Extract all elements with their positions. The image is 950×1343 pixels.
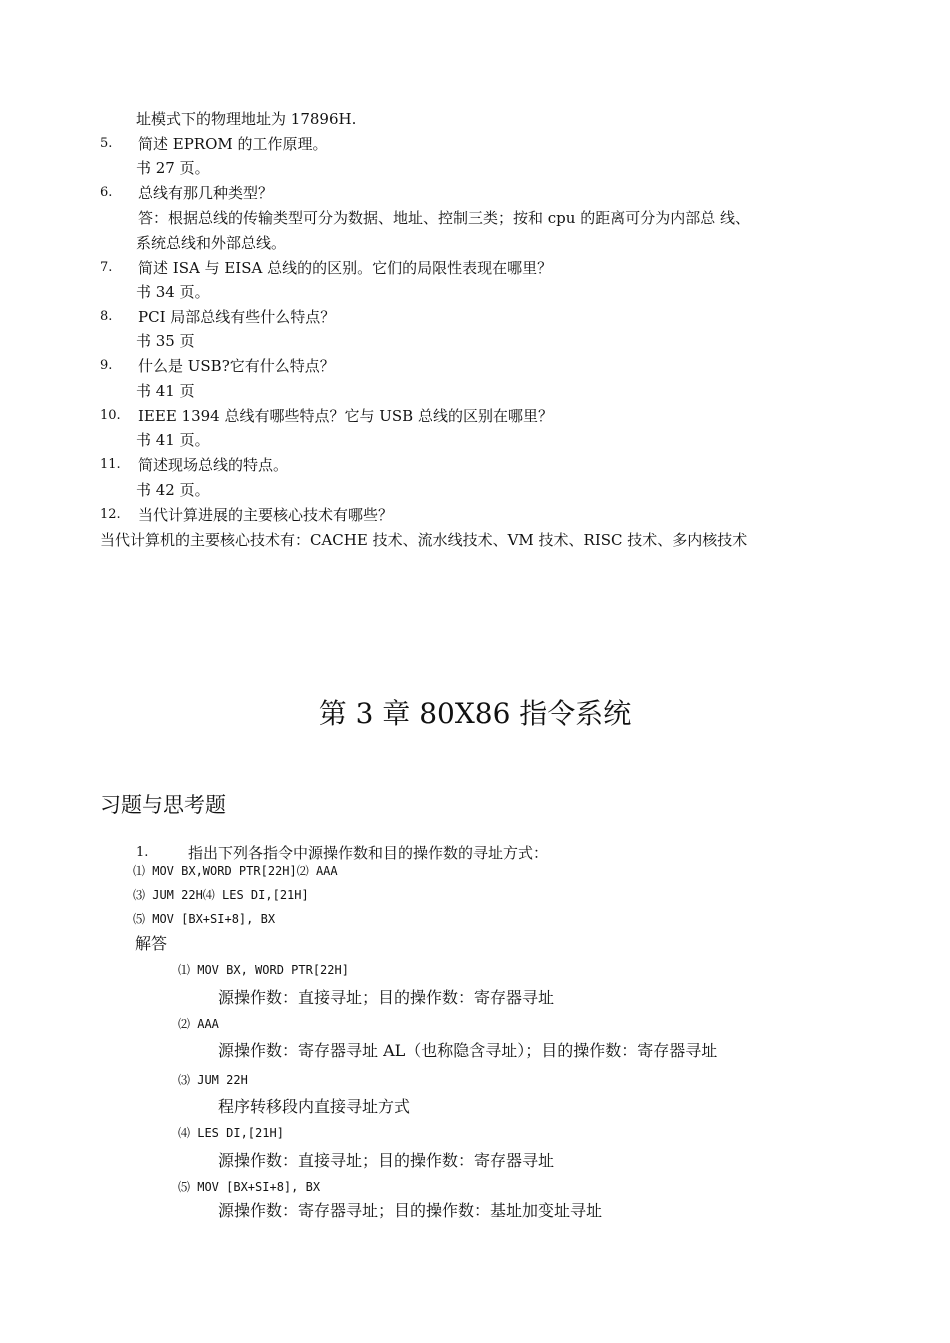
instruction-answer: 源操作数：直接寻址；目的操作数：寄存器寻址 bbox=[218, 1151, 555, 1170]
question-number: 6. bbox=[100, 185, 113, 200]
section-heading: 习题与思考题 bbox=[100, 793, 226, 817]
question-number: 1. bbox=[136, 845, 149, 860]
question-10: IEEE 1394 总线有哪些特点？它与 USB 总线的区别在哪里？ bbox=[138, 407, 553, 425]
answer-8: 书 35 页 bbox=[136, 332, 195, 350]
answer-5: 书 27 页。 bbox=[136, 159, 210, 177]
question-number: 11. bbox=[100, 457, 121, 472]
instruction-list-line: ⑴ MOV BX,WORD PTR[22H]⑵ AAA bbox=[133, 864, 338, 878]
question-7: 简述 ISA 与 EISA 总线的的区别。它们的局限性表现在哪里？ bbox=[138, 259, 553, 277]
question-11: 简述现场总线的特点。 bbox=[138, 456, 289, 474]
exercise-question: 指出下列各指令中源操作数和目的操作数的寻址方式： bbox=[188, 844, 549, 862]
question-number: 8. bbox=[100, 309, 113, 324]
instruction-answer: 源操作数：寄存器寻址 AL（也称隐含寻址）；目的操作数：寄存器寻址 bbox=[218, 1041, 718, 1060]
instruction-list-line: ⑶ JUM 22H⑷ LES DI,[21H] bbox=[133, 888, 309, 902]
instruction-list-line: ⑸ MOV [BX+SI+8], BX bbox=[133, 912, 276, 926]
question-12: 当代计算进展的主要核心技术有哪些？ bbox=[138, 506, 394, 524]
question-number: 5. bbox=[100, 136, 113, 151]
question-number: 7. bbox=[100, 260, 113, 275]
question-9: 什么是 USB?它有什么特点？ bbox=[138, 357, 335, 375]
answer-7: 书 34 页。 bbox=[136, 283, 210, 301]
instruction-item: ⑷ LES DI,[21H] bbox=[178, 1126, 284, 1140]
answer-9: 书 41 页 bbox=[136, 382, 195, 400]
answer-12: 当代计算机的主要核心技术有：CACHE 技术、流水线技术、VM 技术、RISC 技术、多内核技术 bbox=[100, 531, 748, 549]
question-6: 总线有那几种类型？ bbox=[138, 184, 274, 202]
question-8: PCI 局部总线有些什么特点？ bbox=[138, 308, 336, 326]
answer-6-line-1: 答：根据总线的传输类型可分为数据、地址、控制三类；按和 cpu 的距离可分为内部总 线、 bbox=[138, 209, 750, 227]
answer-label: 解答 bbox=[135, 934, 168, 953]
question-5: 简述 EPROM 的工作原理。 bbox=[138, 135, 328, 153]
question-number: 9. bbox=[100, 358, 113, 373]
instruction-answer: 源操作数：寄存器寻址；目的操作数：基址加变址寻址 bbox=[218, 1201, 603, 1220]
question-number: 12. bbox=[100, 507, 121, 522]
instruction-item: ⑵ AAA bbox=[178, 1017, 219, 1031]
instruction-item: ⑸ MOV [BX+SI+8], BX bbox=[178, 1180, 321, 1194]
question-number: 10. bbox=[100, 408, 121, 423]
instruction-answer: 源操作数：直接寻址；目的操作数：寄存器寻址 bbox=[218, 988, 555, 1007]
answer-10: 书 41 页。 bbox=[136, 431, 210, 449]
instruction-item: ⑴ MOV BX, WORD PTR[22H] bbox=[178, 963, 349, 977]
chapter-title: 第 3 章 80X86 指令系统 bbox=[318, 697, 632, 730]
answer-6-line-2: 系统总线和外部总线。 bbox=[136, 234, 287, 252]
instruction-item: ⑶ JUM 22H bbox=[178, 1073, 248, 1087]
instruction-answer: 程序转移段内直接寻址方式 bbox=[218, 1097, 411, 1116]
answer-11: 书 42 页。 bbox=[136, 481, 210, 499]
text-line: 址模式下的物理地址为 17896H. bbox=[136, 110, 357, 128]
